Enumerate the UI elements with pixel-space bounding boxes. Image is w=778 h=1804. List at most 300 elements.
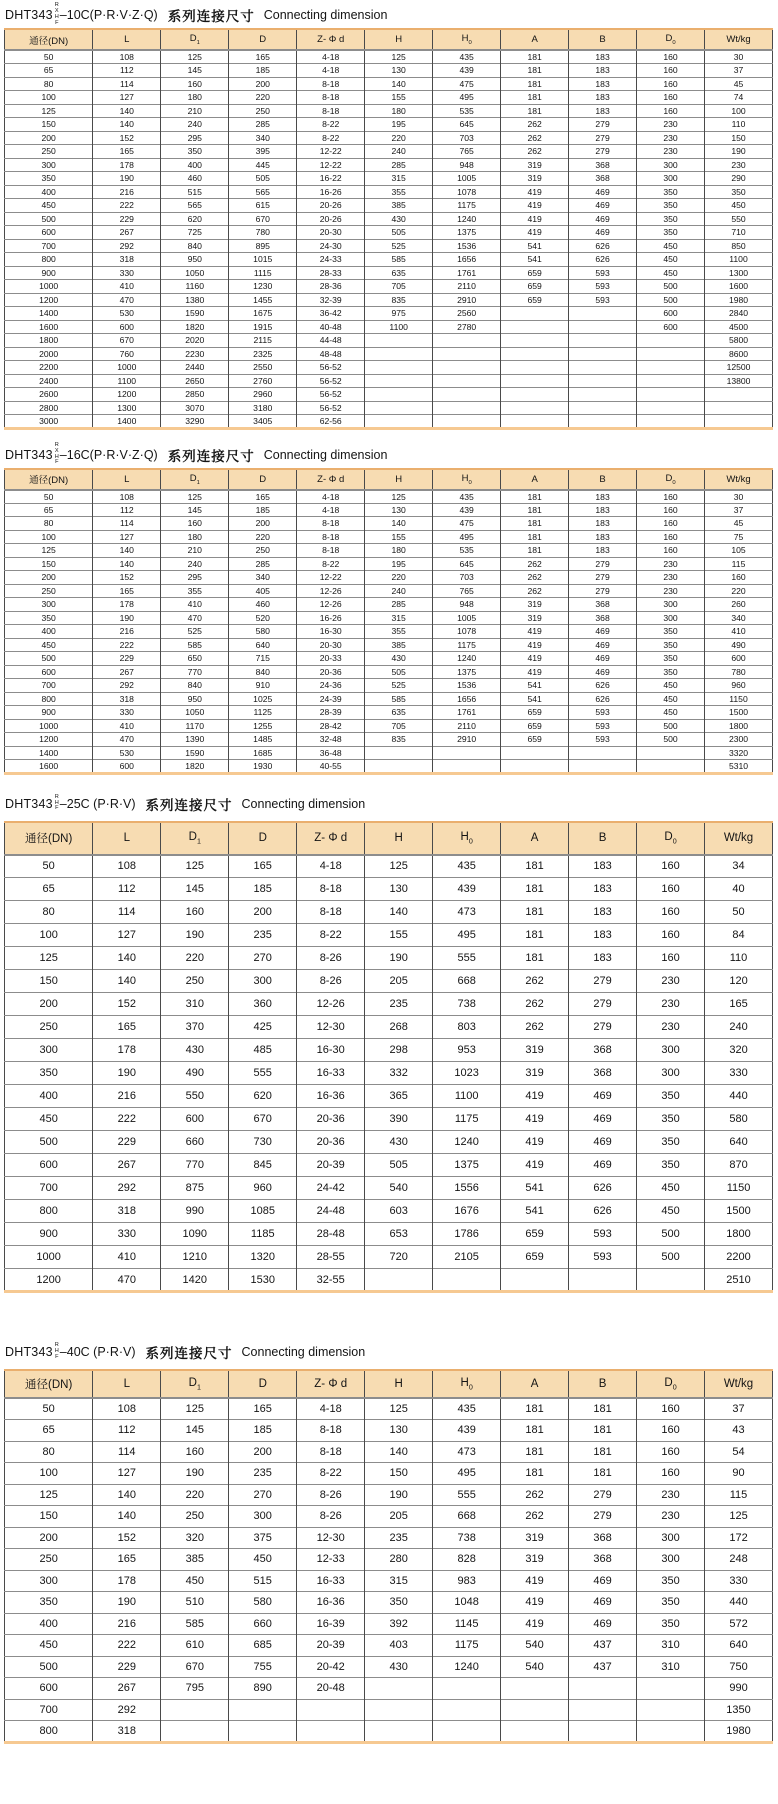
cell: 520	[229, 611, 297, 625]
cell: 140	[93, 557, 161, 571]
cell: 190	[93, 1592, 161, 1614]
cell: 765	[433, 145, 501, 159]
cell: 300	[637, 611, 705, 625]
variant-letter: R	[54, 1342, 59, 1349]
column-header: A	[501, 822, 569, 855]
cell: 350	[637, 1154, 705, 1177]
cell: 355	[161, 584, 229, 598]
table-row	[5, 172, 773, 186]
cell: 850	[705, 239, 773, 253]
cell: 16-33	[297, 1570, 365, 1592]
cell: 626	[569, 679, 637, 693]
cell: 580	[705, 1108, 773, 1131]
cell: 319	[501, 1062, 569, 1085]
cell: 130	[365, 503, 433, 517]
cell: 541	[501, 1177, 569, 1200]
cell: 285	[229, 557, 297, 571]
cell: 310	[637, 1656, 705, 1678]
cell: 405	[229, 584, 297, 598]
cell: 125	[161, 490, 229, 504]
column-header: D	[229, 469, 297, 490]
table-row	[5, 50, 773, 64]
cell: 180	[161, 91, 229, 105]
cell: 1185	[229, 1223, 297, 1246]
cell: 419	[501, 212, 569, 226]
cell: 74	[705, 91, 773, 105]
cell: 318	[93, 253, 161, 267]
cell: 2760	[229, 374, 297, 388]
cell: 515	[161, 185, 229, 199]
cell	[501, 401, 569, 415]
cell	[297, 1721, 365, 1743]
cell: 555	[433, 947, 501, 970]
cell: 1200	[93, 388, 161, 402]
cell: 350	[637, 185, 705, 199]
cell: 181	[501, 104, 569, 118]
series-title-cn: 系列连接尺寸	[145, 1346, 233, 1361]
cell: 1175	[433, 1635, 501, 1657]
variant-letter: F	[55, 805, 59, 812]
table-row	[5, 746, 773, 760]
cell	[501, 760, 569, 774]
cell: 216	[93, 625, 161, 639]
cell: 1455	[229, 293, 297, 307]
cell: 127	[93, 1463, 161, 1485]
cell: 222	[93, 1108, 161, 1131]
cell: 350	[41, 612, 56, 623]
table-row	[5, 1420, 773, 1442]
cell: 645	[433, 118, 501, 132]
cell: 181	[569, 1420, 637, 1442]
column-header: $D_0$	[637, 29, 705, 50]
cell: 12-26	[297, 584, 365, 598]
cell: 2910	[433, 733, 501, 747]
cell: 368	[569, 1549, 637, 1571]
cell: 515	[229, 1570, 297, 1592]
cell: 12500	[705, 361, 773, 375]
cell: 350	[637, 652, 705, 666]
cell: 152	[93, 1527, 161, 1549]
table-row	[5, 77, 773, 91]
cell: 80	[43, 518, 54, 529]
variant-letter: H	[54, 453, 59, 460]
cell: 392	[365, 1613, 433, 1635]
cell: 450	[161, 1570, 229, 1592]
table-body	[5, 1398, 773, 1742]
cell: 262	[501, 131, 569, 145]
cell: 435	[433, 855, 501, 878]
cell: 540	[501, 1656, 569, 1678]
cell: 65	[43, 65, 54, 76]
cell: 1085	[229, 1200, 297, 1223]
cell: 8-18	[297, 104, 365, 118]
table-row	[5, 733, 773, 747]
cell: 715	[229, 652, 297, 666]
series-title-cn: 系列连接尺寸	[167, 448, 255, 464]
cell: 450	[637, 1200, 705, 1223]
cell: 8-18	[297, 544, 365, 558]
column-header: D	[229, 29, 297, 50]
cell: 319	[501, 1039, 569, 1062]
table-body	[5, 50, 773, 428]
column-header: $D_1$	[161, 1370, 229, 1398]
cell: 2110	[433, 280, 501, 294]
cell: 250	[229, 544, 297, 558]
cell: 112	[93, 64, 161, 78]
model-variant-stack	[55, 3, 59, 26]
cell: 222	[93, 1635, 161, 1657]
cell: 600	[39, 1159, 58, 1171]
cell: 593	[569, 719, 637, 733]
cell: 2200	[705, 1246, 773, 1269]
cell: 505	[365, 1154, 433, 1177]
dimension-table-25c	[4, 821, 773, 1294]
cell: 300	[637, 1527, 705, 1549]
cell: 2400	[39, 375, 59, 386]
cell: 108	[93, 1398, 161, 1420]
cell: 425	[229, 1016, 297, 1039]
cell: 183	[569, 855, 637, 878]
cell: 525	[365, 239, 433, 253]
cell	[569, 388, 637, 402]
cell	[433, 415, 501, 429]
cell: 8-22	[297, 118, 365, 132]
series-title-cn: 系列连接尺寸	[167, 9, 255, 24]
cell: 475	[433, 77, 501, 91]
table-row	[5, 212, 773, 226]
cell: 1600	[705, 280, 773, 294]
cell: 439	[433, 878, 501, 901]
cell: 659	[501, 1246, 569, 1269]
cell: 160	[161, 1441, 229, 1463]
cell: 150	[41, 119, 56, 130]
cell: 160	[705, 571, 773, 585]
table-row	[5, 517, 773, 531]
cell: 250	[41, 585, 56, 596]
cell: 315	[365, 1570, 433, 1592]
cell: 1000	[36, 1251, 61, 1263]
cell: 400	[161, 158, 229, 172]
cell: 181	[501, 1441, 569, 1463]
cell: 216	[93, 185, 161, 199]
cell: 505	[365, 665, 433, 679]
cell: 155	[365, 530, 433, 544]
cell: 110	[705, 947, 773, 970]
cell: 183	[569, 490, 637, 504]
cell	[229, 1699, 297, 1721]
cell: 473	[433, 901, 501, 924]
cell: 45	[705, 77, 773, 91]
cell: 43	[705, 1420, 773, 1442]
cell: 248	[705, 1549, 773, 1571]
cell: 330	[93, 266, 161, 280]
table-row	[5, 1039, 773, 1062]
cell: 975	[365, 307, 433, 321]
cell: 1980	[705, 1721, 773, 1743]
column-header-subscript: 1	[196, 837, 201, 846]
cell	[569, 760, 637, 774]
cell: 28-55	[297, 1246, 365, 1269]
cell: 181	[501, 924, 569, 947]
cell: 440	[705, 1085, 773, 1108]
cell: 2325	[229, 347, 297, 361]
cell: 279	[569, 131, 637, 145]
cell: 200	[41, 132, 56, 143]
cell: 1145	[433, 1613, 501, 1635]
cell: 419	[501, 1613, 569, 1635]
cell: 600	[637, 307, 705, 321]
cell: 990	[161, 1200, 229, 1223]
cell: 835	[365, 293, 433, 307]
cell: 32-48	[297, 733, 365, 747]
table-row	[5, 334, 773, 348]
cell: 450	[637, 679, 705, 693]
cell: 770	[161, 1154, 229, 1177]
cell: 235	[229, 1463, 297, 1485]
cell: 28-33	[297, 266, 365, 280]
cell: 385	[365, 199, 433, 213]
cell: 65	[43, 504, 54, 515]
table-row	[5, 530, 773, 544]
cell: 1500	[705, 1200, 773, 1223]
cell: 1375	[433, 1154, 501, 1177]
cell: 1820	[161, 320, 229, 334]
cell: 469	[569, 638, 637, 652]
cell: 205	[365, 1506, 433, 1528]
cell: 8-26	[297, 1484, 365, 1506]
cell: 20-30	[297, 226, 365, 240]
cell: 160	[637, 91, 705, 105]
cell	[365, 334, 433, 348]
cell: 300	[637, 172, 705, 186]
cell: 183	[569, 503, 637, 517]
cell: 300	[637, 598, 705, 612]
cell: 2110	[433, 719, 501, 733]
table-title	[4, 793, 773, 821]
cell: 670	[229, 212, 297, 226]
model-code: DHT343	[5, 1345, 53, 1359]
cell: 1078	[433, 625, 501, 639]
column-header: B	[569, 469, 637, 490]
cell: 500	[637, 1223, 705, 1246]
cell: 350	[637, 1108, 705, 1131]
cell: 500	[637, 293, 705, 307]
cell: 430	[365, 1656, 433, 1678]
cell: 795	[161, 1678, 229, 1700]
cell: 800	[41, 693, 56, 704]
column-header: D	[229, 822, 297, 855]
cell: 16-30	[297, 625, 365, 639]
cell: 230	[705, 158, 773, 172]
cell: 108	[93, 490, 161, 504]
table-row	[5, 625, 773, 639]
section-25c	[4, 793, 773, 1294]
cell: 200	[41, 572, 56, 583]
table-row	[5, 320, 773, 334]
cell: 659	[501, 1223, 569, 1246]
cell: 181	[501, 1420, 569, 1442]
table-row	[5, 131, 773, 145]
cell: 262	[501, 970, 569, 993]
cell: 56-52	[297, 361, 365, 375]
cell: 435	[433, 490, 501, 504]
cell: 230	[637, 1016, 705, 1039]
cell: 419	[501, 1570, 569, 1592]
cell: 350	[637, 1085, 705, 1108]
cell: 32-55	[297, 1269, 365, 1292]
cell	[637, 401, 705, 415]
cell: 659	[501, 733, 569, 747]
cell: 530	[93, 746, 161, 760]
cell: 603	[365, 1200, 433, 1223]
cell: 181	[501, 50, 569, 64]
column-header-subscript: 0	[672, 479, 676, 486]
cell: 279	[569, 1016, 637, 1039]
cell: 16-30	[297, 1039, 365, 1062]
cell: 37	[705, 503, 773, 517]
model-variant-stack	[55, 795, 59, 813]
model-code: DHT343	[5, 796, 53, 811]
table-row	[5, 118, 773, 132]
cell: 430	[365, 652, 433, 666]
table-row	[5, 1085, 773, 1108]
table-row	[5, 993, 773, 1016]
cell: 8-18	[297, 530, 365, 544]
cell	[365, 1721, 433, 1743]
cell: 200	[229, 77, 297, 91]
cell: 1980	[705, 293, 773, 307]
cell: 112	[93, 503, 161, 517]
cell	[433, 1699, 501, 1721]
cell: 20-36	[297, 1131, 365, 1154]
cell: 450	[705, 199, 773, 213]
cell: 565	[161, 199, 229, 213]
cell: 181	[501, 77, 569, 91]
column-header: H	[365, 29, 433, 50]
cell	[365, 347, 433, 361]
cell: 1005	[433, 611, 501, 625]
cell: 90	[705, 1463, 773, 1485]
cell	[705, 388, 773, 402]
cell: 220	[365, 571, 433, 585]
cell: 190	[161, 924, 229, 947]
cell: 140	[93, 1484, 161, 1506]
cell: 770	[161, 665, 229, 679]
cell	[569, 1269, 637, 1292]
cell: 1048	[433, 1592, 501, 1614]
cell: 50	[705, 901, 773, 924]
cell: 267	[93, 1678, 161, 1700]
cell: 125	[705, 1506, 773, 1528]
cell	[229, 1721, 297, 1743]
cell: 315	[365, 611, 433, 625]
cell: 24-36	[297, 679, 365, 693]
cell: 400	[41, 626, 56, 637]
cell: 16-22	[297, 172, 365, 186]
cell: 3180	[229, 401, 297, 415]
cell: 181	[501, 64, 569, 78]
cell: 469	[569, 226, 637, 240]
column-header: 通径(DN)	[5, 469, 93, 490]
cell: 1000	[39, 720, 59, 731]
cell: 152	[93, 993, 161, 1016]
cell: 330	[93, 706, 161, 720]
table-row	[5, 970, 773, 993]
column-header: D	[229, 1370, 297, 1398]
cell: 2020	[161, 334, 229, 348]
cell: 1300	[705, 266, 773, 280]
cell: 1380	[161, 293, 229, 307]
cell: 368	[569, 1062, 637, 1085]
cell: 1400	[39, 308, 59, 319]
cell: 1930	[229, 760, 297, 774]
cell: 279	[569, 584, 637, 598]
table-title	[4, 4, 773, 28]
cell: 626	[569, 253, 637, 267]
cell: 62-56	[297, 415, 365, 429]
cell	[637, 415, 705, 429]
cell: 4-18	[297, 490, 365, 504]
cell: 200	[39, 998, 58, 1010]
variant-letter: R	[54, 2, 59, 9]
cell	[365, 1678, 433, 1700]
table-row	[5, 280, 773, 294]
cell: 160	[637, 77, 705, 91]
cell: 685	[229, 1635, 297, 1657]
table-row	[5, 1200, 773, 1223]
cell: 268	[365, 1016, 433, 1039]
cell: 960	[705, 679, 773, 693]
cell: 16-26	[297, 611, 365, 625]
cell: 80	[42, 1445, 55, 1458]
cell: 469	[569, 185, 637, 199]
cell: 40-48	[297, 320, 365, 334]
cell	[501, 320, 569, 334]
cell: 490	[161, 1062, 229, 1085]
cell	[365, 760, 433, 774]
cell: 585	[365, 253, 433, 267]
cell: 2780	[433, 320, 501, 334]
cell: 229	[93, 1131, 161, 1154]
cell: 220	[365, 131, 433, 145]
cell: 572	[705, 1613, 773, 1635]
cell: 368	[569, 1039, 637, 1062]
column-header: A	[501, 1370, 569, 1398]
cell: 150	[39, 1510, 58, 1523]
table-body	[5, 855, 773, 1292]
cell: 56-52	[297, 401, 365, 415]
cell: 75	[705, 530, 773, 544]
table-row	[5, 1549, 773, 1571]
cell: 8-18	[297, 1420, 365, 1442]
cell: 1200	[36, 1273, 61, 1286]
cell: 24-42	[297, 1177, 365, 1200]
cell: 183	[569, 901, 637, 924]
cell: 828	[433, 1549, 501, 1571]
cell: 635	[365, 266, 433, 280]
cell: 160	[637, 924, 705, 947]
cell: 565	[229, 185, 297, 199]
cell: 1536	[433, 679, 501, 693]
cell: 4-18	[297, 64, 365, 78]
cell: 525	[161, 625, 229, 639]
cell: 350	[161, 145, 229, 159]
cell	[501, 361, 569, 375]
cell: 105	[705, 544, 773, 558]
cell: 300	[637, 1062, 705, 1085]
cell: 1400	[93, 415, 161, 429]
cell: 450	[41, 639, 56, 650]
